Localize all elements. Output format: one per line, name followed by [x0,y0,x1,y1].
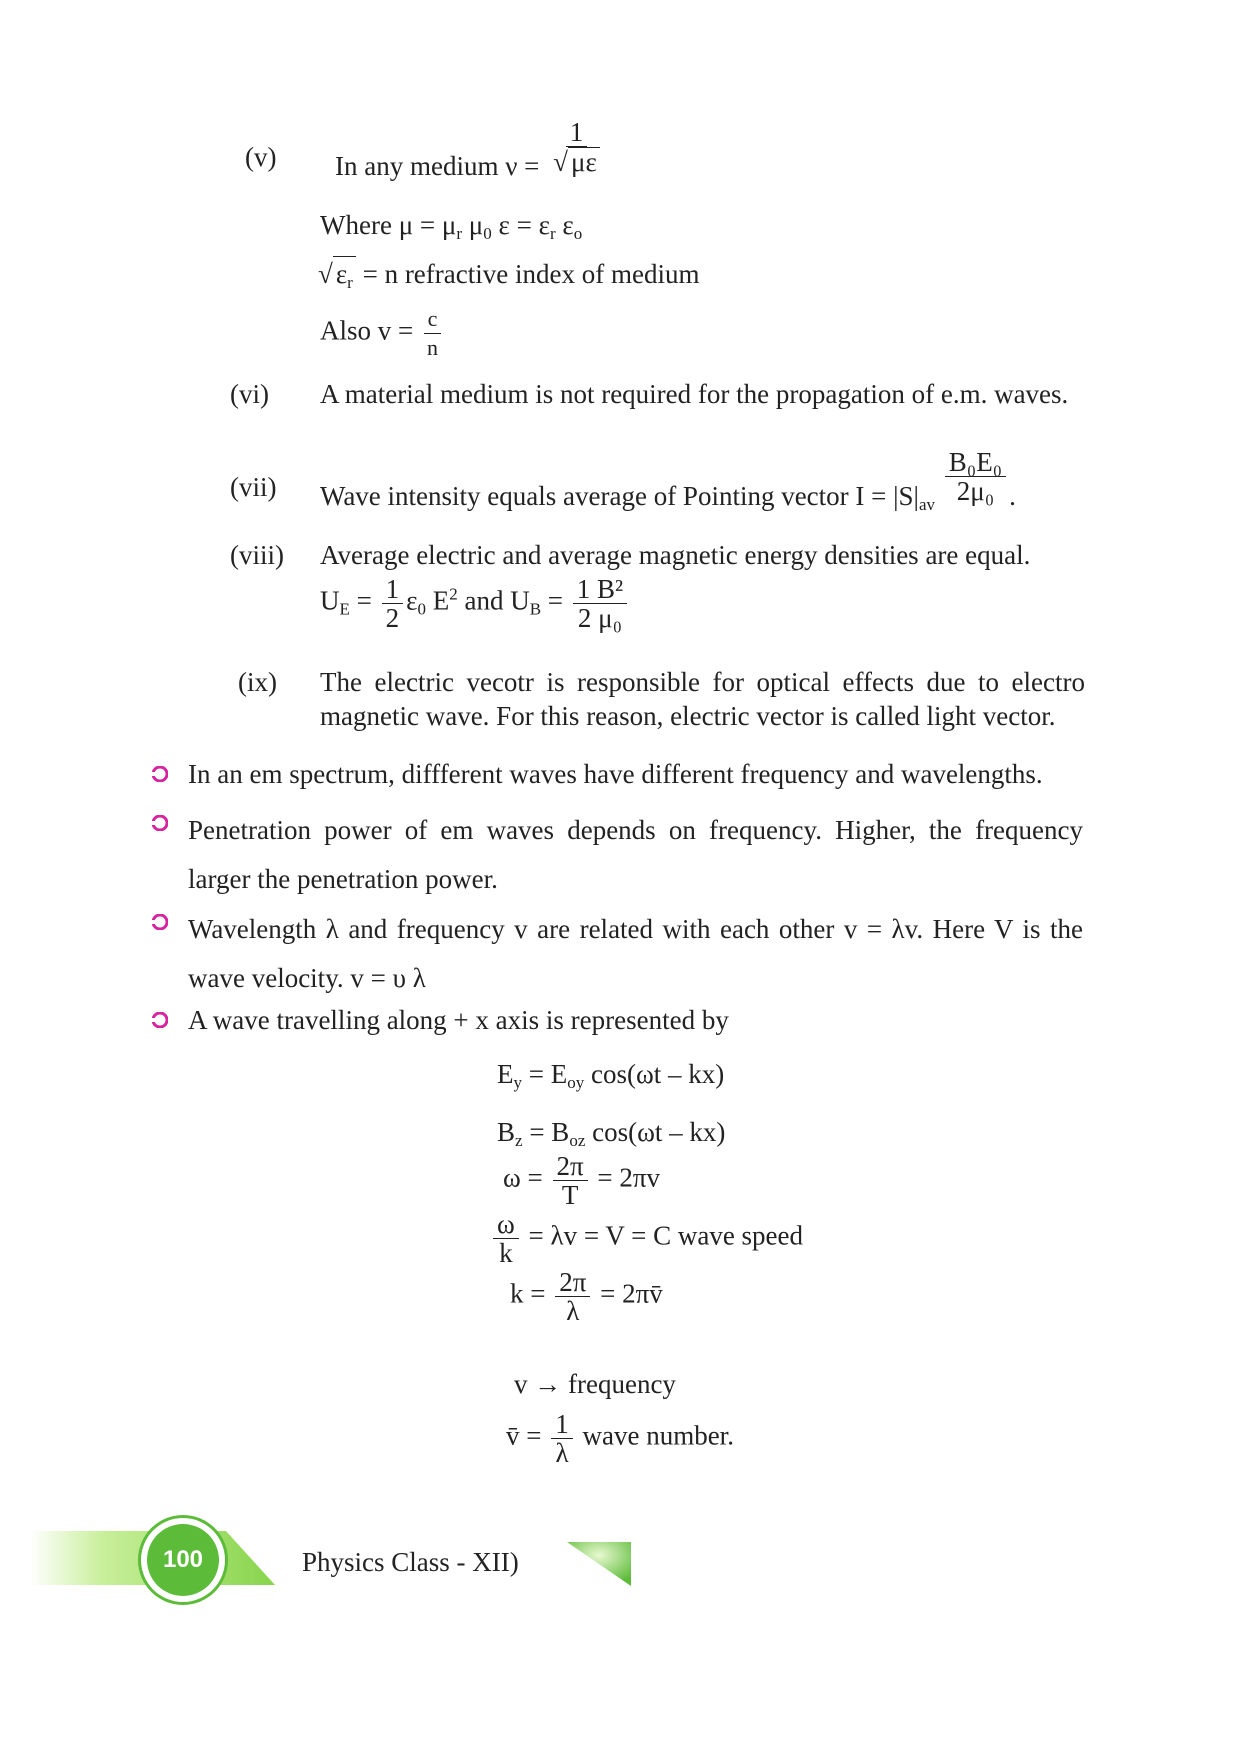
eq-k-num: 2π [555,1268,590,1297]
where-eps0-sub: o [573,224,583,243]
eq-bz-l: B [497,1117,516,1147]
eq-frequency: v → frequency [514,1369,676,1399]
bullet-arrow-icon [152,914,168,930]
eq-wave-speed [490,1210,803,1267]
ue-eq: = [349,585,379,616]
eq-wk-den: k [499,1238,513,1268]
eq-omega-l: ω = [503,1162,543,1193]
bullet-arrow-icon [152,1012,168,1028]
eq-wn-frac [551,1410,573,1467]
eq-ey-l: E [497,1059,514,1089]
eq-omega-den: T [561,1180,579,1210]
ue-half-num: 1 [382,575,404,604]
where-eps: ε = ε [491,210,550,240]
eq-wn-num: 1 [551,1410,573,1439]
where-eps-r: r [549,224,556,243]
and-ub: and U [457,585,530,616]
item-v-frac-den: √ με [549,147,604,176]
ub-num: 1 B² [573,575,627,604]
ue-e: E [425,585,450,616]
where-eps0: ε [555,210,574,240]
item-v-frac-den-root: με [568,147,600,176]
item-number-vi: (vi) [230,379,269,409]
also-den: n [426,335,438,360]
ub-sub: B [529,599,542,619]
item-vi-text: A material medium is not required for the propagation of e.m. waves. [320,379,1069,409]
bullet-text: Wavelength λ and frequency v are related with each other v = λv. Here V is the wave velocity. v = υ λ [188,914,1083,993]
root-eps-r [333,256,356,300]
item-vii-tail: . [1009,480,1016,511]
item-ix-text: The electric vecotr is responsible for optical effects due to electro magnetic wave. For this reason, electric vector is called light vector. [320,667,1085,731]
eq-bz-tail: cos(ωt – kx) [585,1117,726,1147]
item-number-v: (v) [245,142,277,172]
where-mu: Where μ = μ [320,210,457,240]
eq-ey [497,1057,724,1100]
eq-wn-den: λ [555,1438,569,1468]
item-vii-fraction [945,448,1006,505]
ue-half-den: 2 [385,603,400,633]
ub-den: 2 μ₀ [577,603,623,633]
eq-bz-sub: z [515,1131,523,1150]
where-mu0-sub: 0 [483,224,492,243]
where-mu0: μ [462,210,484,240]
item-v-frac-num: 1 [566,118,588,147]
eq-k-l: k = [510,1278,546,1309]
item-viii-text: Average electric and average magnetic energy densities are equal. [320,540,1031,570]
eq-ey-tail: cos(ωt – kx) [584,1059,725,1089]
root-eps: ε [335,259,348,289]
item-viii-formula [320,575,630,632]
item-vii-text: Wave intensity equals average of Pointing vector I = |S| [320,480,919,511]
item-v-refractive: √ $\varepsilon_r = n$ refractive index of medium [318,256,699,300]
eq-wn-tail: wave number. [582,1420,734,1451]
eq-wave-number [506,1410,734,1467]
eq-bz-r-sub: oz [569,1131,586,1150]
also-num: c [424,305,442,334]
eq-omega-tail: = 2πv [597,1162,660,1193]
eq-ey-sub: y [513,1073,522,1092]
ue-e-sup: 2 [449,584,458,604]
bullet-arrow-icon [152,815,168,831]
bullet-text: A wave travelling along + x axis is represented by [188,1005,729,1035]
eq-omega [503,1152,660,1209]
eq-omega-frac [553,1152,588,1209]
ub-fraction [573,575,627,632]
item-number-vii: (vii) [230,472,277,502]
eq-ey-r-sub: oy [567,1073,585,1092]
item-vii-sub: av [918,494,936,514]
page-number: 100 [162,1546,204,1573]
eq-wk-tail: = λv = V = C wave speed [528,1220,804,1251]
page-number-badge [141,1518,225,1602]
root-eps-sub: r [347,273,353,292]
eq-k-frac [555,1268,590,1325]
ue-half [382,575,404,632]
eq-bz-r: = B [522,1117,570,1147]
ue-eps: ε [406,585,418,616]
ub-eq: = [541,585,570,616]
item-vii-formula [320,447,1016,514]
also-text: Also v = [320,315,414,346]
eq-wk-num: ω [493,1210,519,1239]
item-v-text: In any medium ν = [335,151,540,182]
eq-wk-frac [493,1210,519,1267]
bullet-text: Penetration power of em waves depends on frequency. Higher, the frequency larger the penetration power. [188,815,1083,894]
item-v-formula [335,117,607,182]
bullet-arrow-icon [152,766,168,782]
also-fraction [423,305,442,362]
bullet-text: In an em spectrum, diffferent waves have different frequency and wavelengths. [188,759,1043,789]
footer-triangle-decoration [567,1542,631,1586]
eq-wn-l: v̄ = [506,1420,542,1451]
item-vii-frac-den: 2μ₀ [956,476,995,506]
ue-sub: E [339,599,350,619]
eq-omega-num: 2π [553,1152,588,1181]
where-mu-r: r [456,224,463,243]
item-v-where [320,208,582,251]
ue: U [320,585,340,616]
footer-title: Physics Class - XII) [302,1547,519,1577]
eq-k-tail: = 2πv̄ [600,1278,663,1309]
ue-eps-sub: 0 [417,599,426,619]
eq-k [510,1268,663,1325]
item-v-fraction [549,118,604,176]
refractive-text: = n refractive index of medium [355,259,700,289]
item-v-also [320,305,445,362]
eq-ey-r: = E [522,1059,568,1089]
item-number-ix: (ix) [238,667,277,697]
eq-k-den: λ [566,1296,580,1326]
item-vii-frac-num: B₀E₀ [945,448,1006,477]
item-number-viii: (viii) [230,540,284,570]
